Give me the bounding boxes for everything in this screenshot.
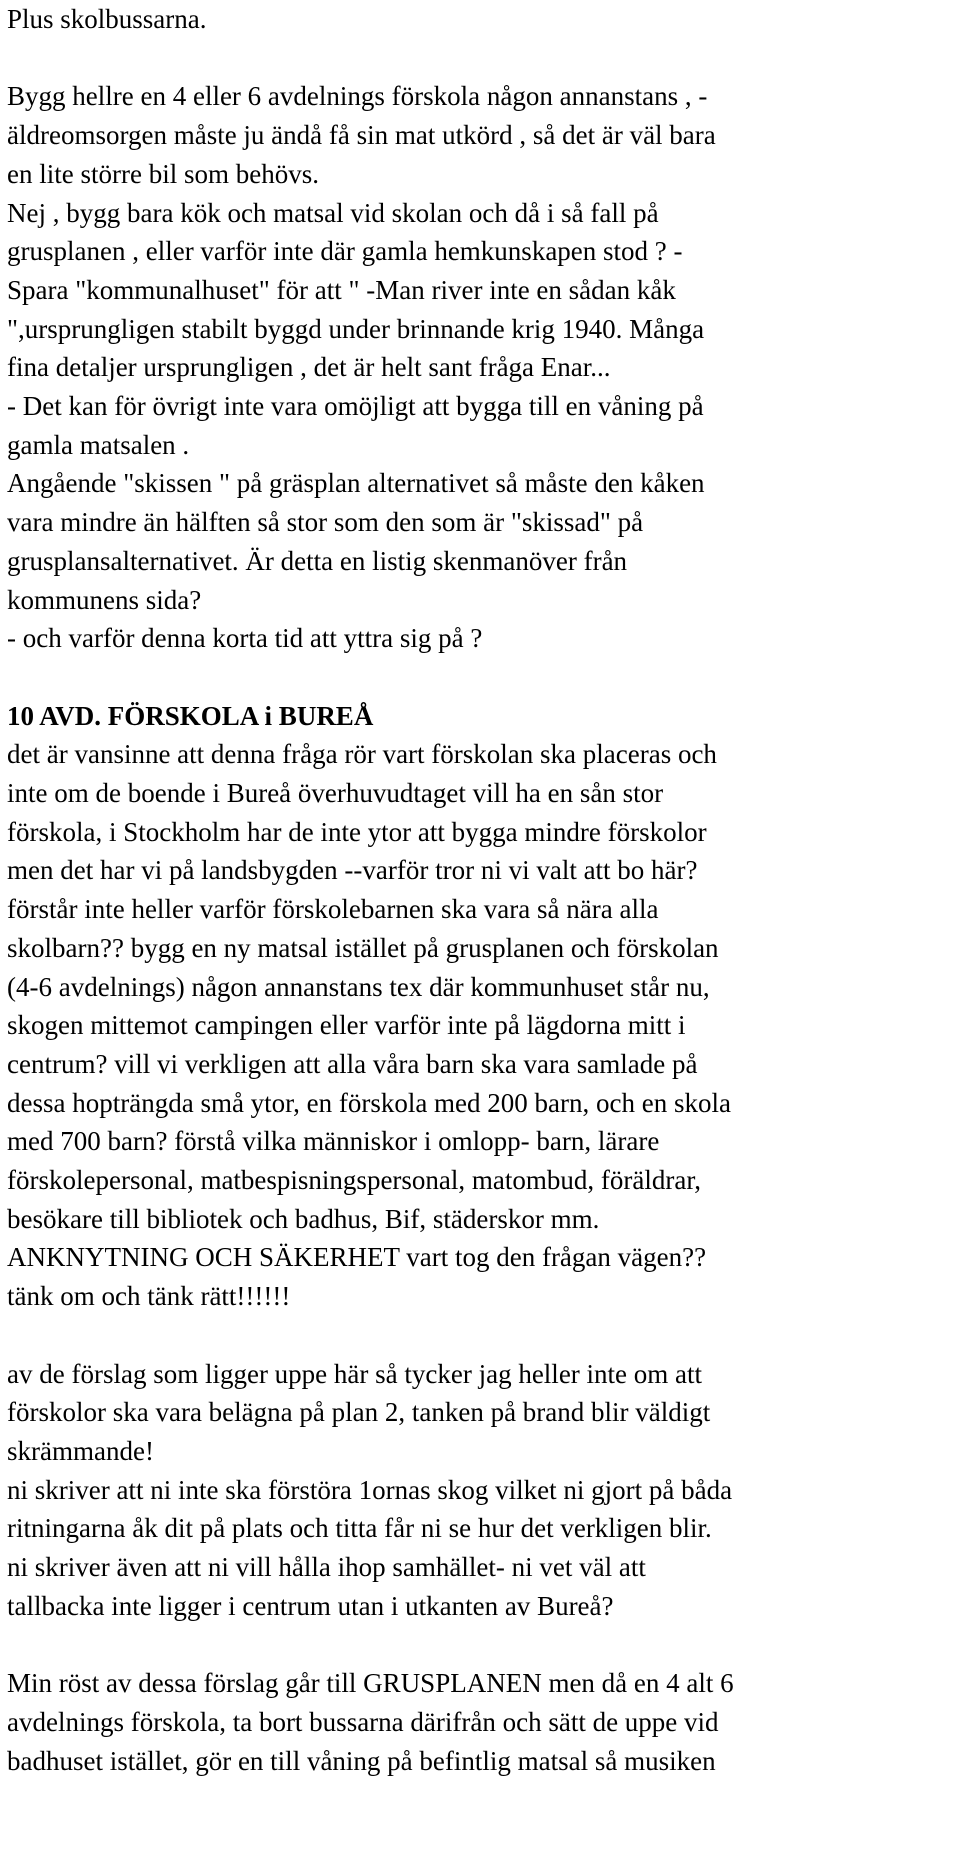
text-line: inte om de boende i Bureå överhuvudtaget vill ha en sån stor bbox=[7, 778, 664, 809]
text-line: Angående "skissen " på gräsplan alternativet så måste den kåken bbox=[7, 468, 705, 499]
text-line: centrum? vill vi verkligen att alla våra barn ska vara samlade på bbox=[7, 1048, 698, 1079]
paragraph-comment-2 bbox=[7, 697, 957, 1316]
text-line: men det har vi på landsbygden --varför tror ni vi valt att bo här? bbox=[7, 855, 698, 886]
text-line: av de förslag som ligger uppe här så tycker jag heller inte om att bbox=[7, 1358, 703, 1389]
text-line: avdelnings förskola, ta bort bussarna därifrån och sätt de uppe vid bbox=[7, 1706, 719, 1737]
text-line: förskolepersonal, matbespisningspersonal, matombud, föräldrar, bbox=[7, 1165, 701, 1196]
text-line: ni skriver även att ni vill hålla ihop samhället- ni vet väl att bbox=[7, 1552, 646, 1583]
text-line: tallbacka inte ligger i centrum utan i utkanten av Bureå? bbox=[7, 1590, 614, 1621]
document-page bbox=[7, 0, 957, 1780]
text-line: besökare till bibliotek och badhus, Bif, städerskor mm. bbox=[7, 1203, 600, 1234]
text-line: det är vansinne att denna fråga rör vart förskolan ska placeras och bbox=[7, 739, 717, 770]
text-line: kommunens sida? bbox=[7, 584, 202, 615]
text-line: ritningarna åk dit på plats och titta får ni se hur det verkligen blir. bbox=[7, 1513, 712, 1544]
text-line: Bygg hellre en 4 eller 6 avdelnings förskola någon annanstans , - bbox=[7, 81, 708, 112]
text-line: Spara "kommunalhuset" för att " -Man river inte en sådan kåk bbox=[7, 274, 676, 305]
paragraph-gap bbox=[7, 658, 957, 697]
text-line: - och varför denna korta tid att yttra sig på ? bbox=[7, 623, 483, 654]
paragraph-comment-1 bbox=[7, 77, 957, 658]
text-line: (4-6 avdelnings) någon annanstans tex där kommunhuset står nu, bbox=[7, 971, 710, 1002]
text-line: fina detaljer ursprungligen , det är helt sant fråga Enar... bbox=[7, 352, 611, 383]
text-line: - Det kan för övrigt inte vara omöjligt att bygga till en våning på bbox=[7, 391, 704, 422]
text-line: äldreomsorgen måste ju ändå få sin mat utkörd , så det är väl bara bbox=[7, 120, 716, 151]
paragraph-comment-3 bbox=[7, 1355, 957, 1626]
text-line: ni skriver att ni inte ska förstöra 1ornas skog vilket ni gjort på båda bbox=[7, 1474, 733, 1505]
text-line: gamla matsalen . bbox=[7, 429, 190, 460]
text-line: badhuset istället, gör en till våning på befintlig matsal så musiken bbox=[7, 1745, 716, 1776]
text-line: skrämmande! bbox=[7, 1435, 154, 1466]
text-line: skogen mittemot campingen eller varför inte på lägdorna mitt i bbox=[7, 1010, 686, 1041]
section-heading: 10 AVD. FÖRSKOLA i BUREÅ bbox=[7, 700, 374, 731]
text-line: ",ursprungligen stabilt byggd under brinnande krig 1940. Många bbox=[7, 313, 705, 344]
text-line: skolbarn?? bygg en ny matsal istället på grusplanen och förskolan bbox=[7, 932, 719, 963]
text-line: en lite större bil som behövs. bbox=[7, 158, 319, 189]
text-line: med 700 barn? förstå vilka människor i omlopp- barn, lärare bbox=[7, 1126, 660, 1157]
text-line: Nej , bygg bara kök och matsal vid skolan och då i så fall på bbox=[7, 197, 659, 228]
paragraph-comment-4 bbox=[7, 1664, 957, 1780]
text-line: dessa hopträngda små ytor, en förskola med 200 barn, och en skola bbox=[7, 1087, 731, 1118]
text-line: grusplanen , eller varför inte där gamla hemkunskapen stod ? - bbox=[7, 236, 683, 267]
text-line: förskolor ska vara belägna på plan 2, tanken på brand blir väldigt bbox=[7, 1397, 711, 1428]
text-line: ANKNYTNING OCH SÄKERHET vart tog den frågan vägen?? bbox=[7, 1242, 707, 1273]
paragraph-gap bbox=[7, 39, 957, 78]
text-line: vara mindre än hälften så stor som den som är "skissad" på bbox=[7, 507, 644, 538]
text-line: förstår inte heller varför förskolebarnen ska vara så nära alla bbox=[7, 894, 659, 925]
text-line: Plus skolbussarna. bbox=[7, 4, 207, 34]
paragraph-gap bbox=[7, 1316, 957, 1355]
paragraph-intro bbox=[7, 0, 957, 39]
text-line: förskola, i Stockholm har de inte ytor att bygga mindre förskolor bbox=[7, 816, 707, 847]
paragraph-gap bbox=[7, 1625, 957, 1664]
text-line: grusplansalternativet. Är detta en listig skenmanöver från bbox=[7, 545, 628, 576]
text-line: Min röst av dessa förslag går till GRUSPLANEN men då en 4 alt 6 bbox=[7, 1668, 734, 1699]
text-line: tänk om och tänk rätt!!!!!! bbox=[7, 1281, 291, 1312]
